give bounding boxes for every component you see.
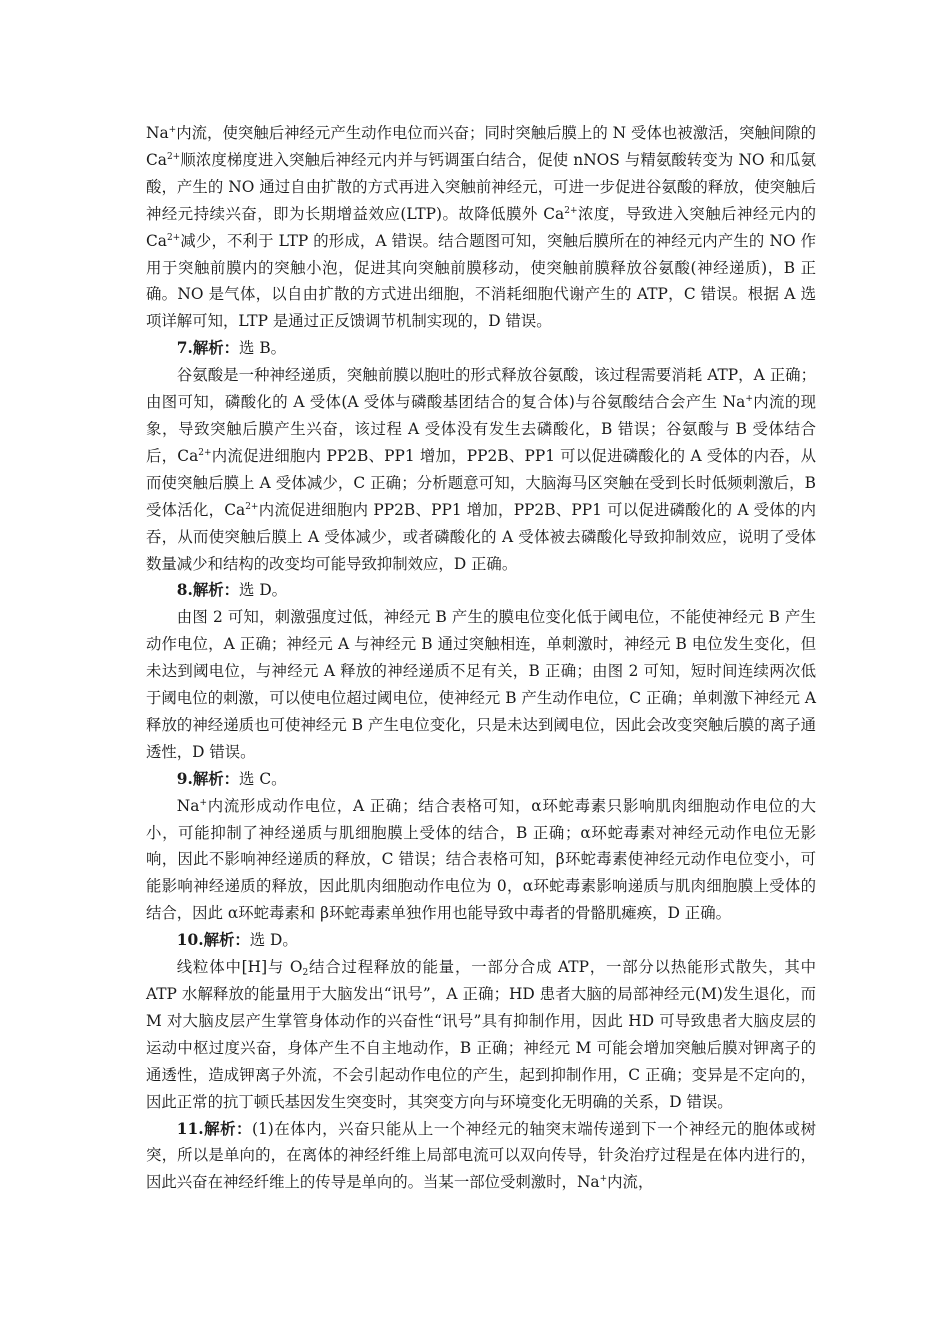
paragraph-q11-head: [146, 1116, 816, 1197]
question-label: 9.解析：: [176, 769, 240, 788]
paragraph-q9-head: [146, 766, 816, 793]
answer-text: 选 B。: [239, 339, 287, 358]
answer-text: 选 C。: [239, 769, 287, 788]
question-label: 11.解析：: [176, 1119, 252, 1138]
answer-text: 选 D。: [249, 931, 298, 950]
paragraph-q7-body: 谷氨酸是一种神经递质，突触前膜以胞吐的形式释放谷氨酸，该过程需要消耗 ATP，A 正确；由图可知，磷酸化的 A 受体(A 受体与磷酸基团结合的复合体)与谷氨酸结合会产生 Na+内流的现象，导致突触后膜产生兴奋，该过程 A 受体没有发生去磷酸化，B 错误；谷氨酸与 B 受体结合后，$Ca^{2+}$内流促进细胞内 PP2B、PP1 增加，PP2B、PP1 可以促进磷酸化的 A 受体的内吞，从而使突触后膜上 A 受体减少，C 正确；分析题意可知，大脑海马区突触在受到长时低频刺激后，B 受体活化，$Ca^{2+}$内流促进细胞内 PP2B、PP1 增加，PP2B、PP1 可以促进磷酸化的 A 受体的内吞，从而使突触后膜上 A 受体减少，或者磷酸化的 A 受体被去磷酸化导致抑制效应，说明了受体数量减少和结构的改变均可能导致抑制效应，D 正确。: [146, 366, 816, 573]
answer-text: (1)在体内，兴奋只能从上一个神经元的轴突末端传递到下一个神经元的胞体或树突，所以是单向的，在离体的神经纤维上局部电流可以双向传导，针灸治疗过程是在体内进行的，因此兴奋在神经纤维上的传导是单向的。当某一部位受刺激时，: [146, 1119, 816, 1192]
paragraph-q8-head: [146, 577, 816, 604]
answer-text-tail: Na+内流，: [576, 1173, 654, 1192]
question-label: 7.解析：: [176, 339, 240, 358]
paragraph-q10-head: [146, 927, 816, 954]
paragraph-q8-body: 由图 2 可知，刺激强度过低，神经元 B 产生的膜电位变化低于阈电位，不能使神经元 B 产生动作电位，A 正确；神经元 A 与神经元 B 通过突触相连，单刺激时，神经元 B 电位发生变化，但未达到阈电位，与神经元 A 释放的神经递质不足有关，B 正确；由图 2 可知，短时间连续两次低于阈电位的刺激，可以使电位超过阈电位，使神经元 B 产生动作电位，C 正确；单刺激下神经元 A 释放的神经递质也可使神经元 B 产生电位变化，只是未达到阈电位，因此会改变突触后膜的离子通透性，D 错误。: [146, 608, 816, 761]
question-label: 8.解析：: [176, 581, 240, 600]
paragraph-p-6-cont: Na+内流，使突触后神经元产生动作电位而兴奋；同时突触后膜上的 N 受体也被激活，突触间隙的 $Ca^{2+}$顺浓度梯度进入突触后神经元内并与钙调蛋白结合，促使 nNOS 与精氨酸转变为 NO 和瓜氨酸，产生的 NO 通过自由扩散的方式再进入突触前神经元，可进一步促进谷氨酸的释放，使突触后神经元持续兴奋，即为长期增益效应(LTP)。故降低膜外 $Ca^{2+}$浓度，导致进入突触后神经元内的 $Ca^{2+}$减少，不利于 LTP 的形成，A 错误。结合题图可知，突触后膜所在的神经元内产生的 NO 作用于突触前膜内的突触小泡，促进其向突触前膜移动，使突触前膜释放谷氨酸(神经递质)，B 正确。NO 是气体，以自由扩散的方式进出细胞，不消耗细胞代谢产生的 ATP，C 错误。根据 A 选项详解可知，LTP 是通过正反馈调节机制实现的，D 错误。: [146, 124, 816, 331]
paragraph-q10-body: 线粒体中[H]与 $O_2$结合过程释放的能量，一部分合成 ATP，一部分以热能形式散失，其中 ATP 水解释放的能量用于大脑发出“讯号”，A 正确；HD 患者大脑的局部神经元(M)发生退化，而 M 对大脑皮层产生掌管身体动作的兴奋性“讯号”具有抑制作用，因此 HD 可导致患者大脑皮层的运动中枢过度兴奋，身体产生不自主地动作，B 正确；神经元 M 可能会增加突触后膜对钾离子的通透性，造成钾离子外流，不会引起动作电位的产生，起到抑制作用，C 正确；变异是不定向的，因此正常的抗丁顿氏基因发生突变时，其突变方向与环境变化无明确的关系，D 错误。: [146, 958, 816, 1111]
answer-explanations: [146, 120, 816, 1196]
paragraph-q7-head: [146, 335, 816, 362]
paragraph-q9-body: Na+内流形成动作电位，A 正确；结合表格可知，α环蛇毒素只影响肌肉细胞动作电位的大小，可能抑制了神经递质与肌细胞膜上受体的结合，B 正确；α环蛇毒素对神经元动作电位无影响，因此不影响神经递质的释放，C 错误；结合表格可知，β环蛇毒素使神经元动作电位变小，可能影响神经递质的释放，因此肌肉细胞动作电位为 0，α环蛇毒素影响递质与肌肉细胞膜上受体的结合，因此 α环蛇毒素和 β环蛇毒素单独作用也能导致中毒者的骨骼肌瘫痪，D 正确。: [146, 796, 816, 923]
question-label: 10.解析：: [176, 931, 250, 950]
answer-text: 选 D。: [239, 581, 288, 600]
